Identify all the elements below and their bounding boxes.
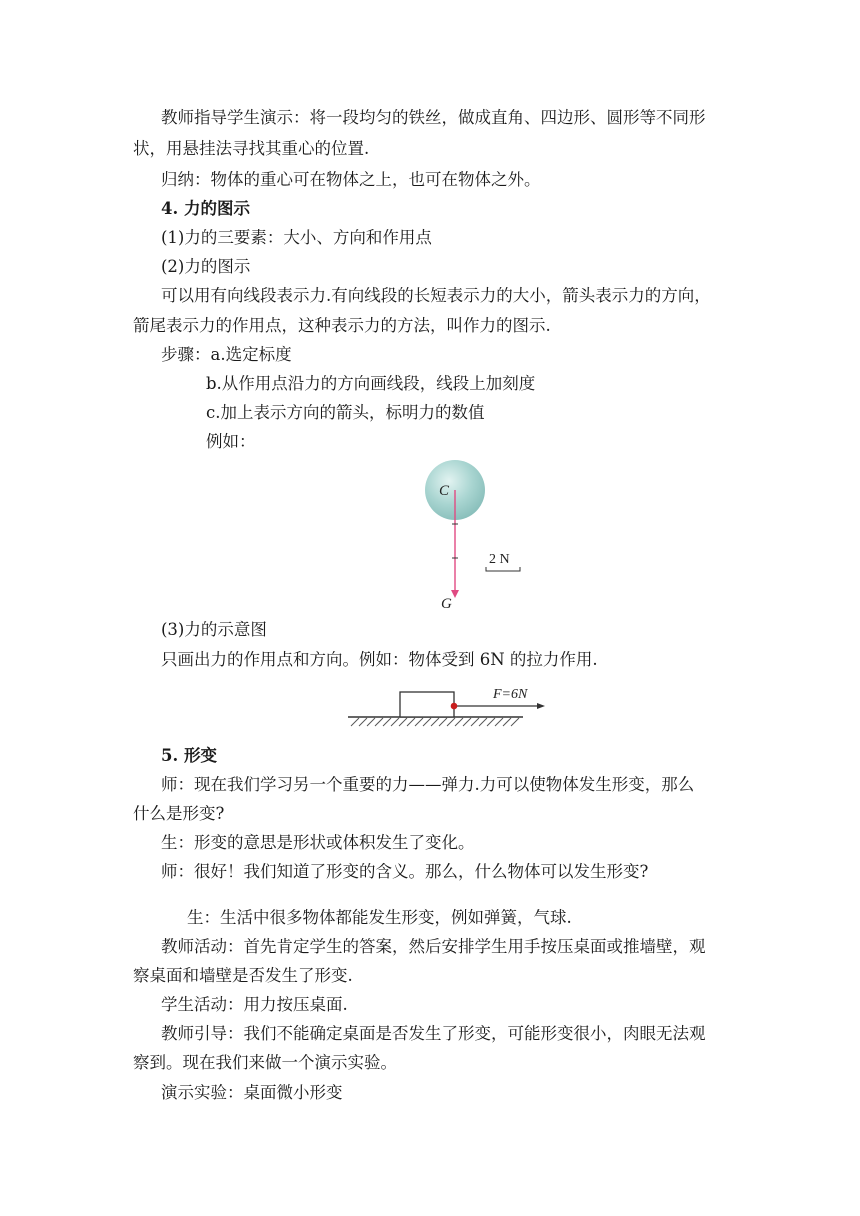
ground-hatch [351, 718, 519, 726]
paragraph-line: 生：生活中很多物体都能发生形变，例如弹簧，气球. [187, 908, 572, 927]
paragraph-line: 箭尾表示力的作用点，这种表示力的方法，叫作力的图示. [133, 316, 551, 335]
paragraph-line: c.加上表示方向的箭头，标明力的数值 [206, 403, 485, 422]
paragraph-line: (3)力的示意图 [161, 620, 267, 639]
scale-label: 2 N [489, 552, 510, 567]
paragraph-line: 察到。现在我们来做一个演示实验。 [133, 1053, 397, 1072]
paragraph-line: 可以用有向线段表示力.有向线段的长短表示力的大小，箭头表示力的方向， [161, 286, 711, 305]
gravity-force-diagram [410, 452, 540, 614]
action-point [451, 703, 458, 710]
paragraph-line: 状，用悬挂法寻找其重心的位置. [133, 139, 370, 158]
paragraph-line: 察桌面和墙壁是否发生了形变. [133, 966, 353, 985]
section-heading: 4. 力的图示 [161, 199, 250, 218]
paragraph-line: 生：形变的意思是形状或体积发生了变化。 [161, 833, 475, 852]
force-arrow-head [451, 590, 459, 598]
paragraph-line: 例如： [206, 432, 256, 451]
paragraph-line: (2)力的图示 [161, 257, 251, 276]
paragraph-line: 教师引导：我们不能确定桌面是否发生了形变，可能形变很小，肉眼无法观 [161, 1024, 706, 1043]
pull-force-label: F=6N [493, 687, 528, 702]
force-label: G [441, 596, 452, 612]
paragraph-line: 归纳：物体的重心可在物体之上，也可在物体之外。 [161, 170, 541, 189]
paragraph-line: 演示实验：桌面微小形变 [161, 1083, 343, 1102]
section-heading: 5. 形变 [161, 746, 217, 765]
pull-force-diagram [345, 682, 555, 732]
block [400, 692, 454, 717]
paragraph-line: 步骤：a.选定标度 [161, 345, 292, 364]
paragraph-line: 师：很好！我们知道了形变的含义。那么，什么物体可以发生形变? [161, 862, 649, 881]
paragraph-line: (1)力的三要素：大小、方向和作用点 [161, 228, 432, 247]
scale-bar [486, 567, 520, 571]
paragraph-line: 只画出力的作用点和方向。例如：物体受到 6N 的拉力作用. [161, 650, 598, 669]
paragraph-line: 师：现在我们学习另一个重要的力——弹力.力可以使物体发生形变，那么 [161, 775, 695, 794]
paragraph-line: 教师活动：首先肯定学生的答案，然后安排学生用手按压桌面或推墙壁，观 [161, 937, 706, 956]
pull-force-arrow-head [537, 703, 545, 709]
point-label: C [439, 483, 450, 499]
paragraph-line: 什么是形变? [133, 804, 225, 823]
paragraph-line: 教师指导学生演示：将一段均匀的铁丝，做成直角、四边形、圆形等不同形 [161, 108, 706, 127]
paragraph-line: 学生活动：用力按压桌面. [161, 995, 348, 1014]
paragraph-line: b.从作用点沿力的方向画线段，线段上加刻度 [206, 374, 536, 393]
